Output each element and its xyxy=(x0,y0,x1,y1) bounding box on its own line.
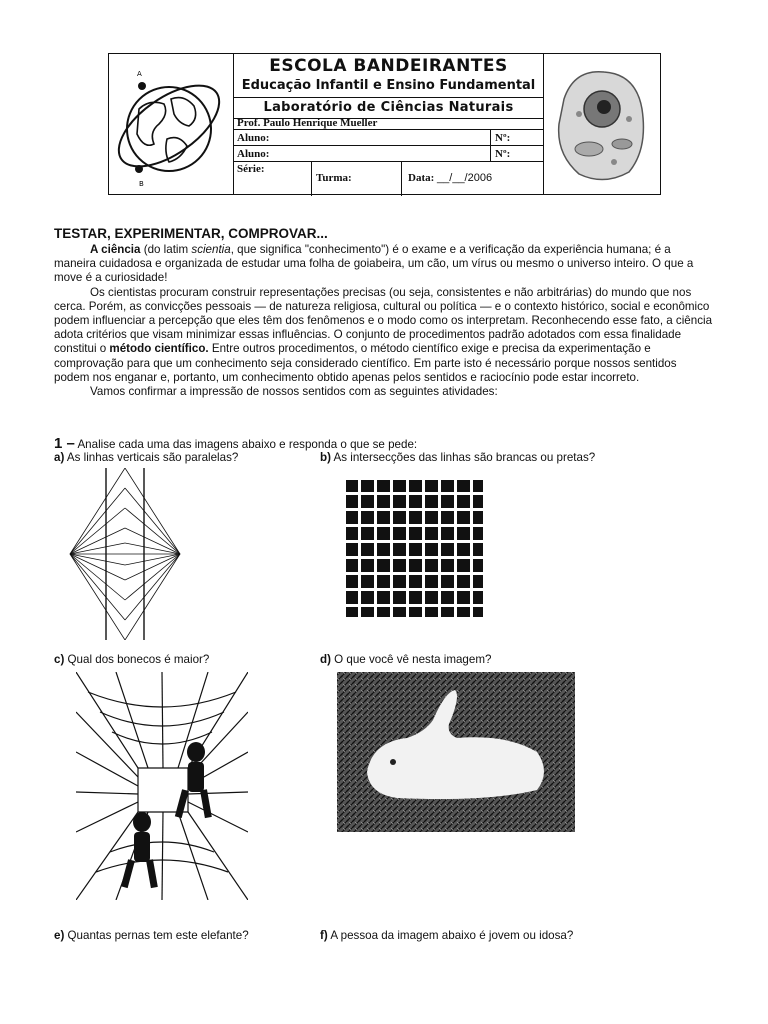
question-number: 1 – xyxy=(54,435,75,452)
corridor-illusion xyxy=(76,672,248,900)
serie-row xyxy=(234,162,543,196)
turma-field[interactable]: Turma: xyxy=(312,162,402,196)
question-text: Analise cada uma das imagens abaixo e responda o que se pede: xyxy=(74,438,418,451)
item-a xyxy=(54,451,238,464)
item-c xyxy=(54,653,209,666)
paragraph-3: Vamos confirmar a impressão de nossos sentidos com as seguintes atividades: xyxy=(90,385,498,399)
grid-illusion xyxy=(346,480,483,617)
header-center xyxy=(234,54,543,194)
p2-text-a: Os cientistas procuram construir representações precisas (ou seja, consistentes e não arbitrárias) do mundo que nos cerca. Porém, as convicções pessoais — de natureza religiosa, cultural ou política — e o contexto histórico, social e econômico podem influenciar a percepção que eles têm dos fenômenos e o modo como os interpretam. Reconhecendo esse fato, a ciência adota critérios que visam minimizar essas influências. O conjunto de procedimentos padrão adotados com essa finalidade constitui o xyxy=(54,285,713,356)
p1-text-a: (do latim xyxy=(140,243,192,256)
item-b-text: As intersecções das linhas são brancas ou pretas? xyxy=(330,451,596,464)
item-a-text: As linhas verticais são paralelas? xyxy=(64,451,239,464)
cell-icon xyxy=(544,54,659,194)
lab-title: Laboratório de Ciências Naturais xyxy=(234,97,543,119)
item-f-label: f) xyxy=(320,929,328,942)
item-a-label: a) xyxy=(54,451,65,464)
svg-text:A: A xyxy=(137,70,142,78)
school-subtitle: Educação Infantil e Ensino Fundamental xyxy=(241,78,536,93)
aluno-row-2[interactable] xyxy=(234,146,543,162)
data-value: __/__/2006 xyxy=(437,172,493,184)
item-e xyxy=(54,929,249,942)
item-e-label: e) xyxy=(54,929,65,942)
item-d xyxy=(320,653,491,666)
item-f-text: A pessoa da imagem abaixo é jovem ou idosa? xyxy=(327,929,574,942)
school-header xyxy=(108,53,661,195)
latin-term: scientia xyxy=(191,243,231,256)
numero-field[interactable]: Nº: xyxy=(490,130,510,145)
professor-row xyxy=(234,117,543,130)
science-term: A ciência xyxy=(90,243,141,256)
numero-field[interactable]: Nº: xyxy=(490,146,510,161)
question-1 xyxy=(54,435,417,452)
data-field[interactable] xyxy=(402,162,543,196)
aluno-row-1[interactable] xyxy=(234,130,543,146)
p2-text-b: Entre outros procedimentos, o método científico exige e precisa da experimentação e comprovação para que um conhecimento seja considerado científico. Em parte isto é necessário porque nossos sentidos podem nos enganar e, portanto, um conhecimento obtido apenas pelos sentidos e raciocínio pode estar incorreto. xyxy=(54,342,677,384)
parallel-lines-illusion xyxy=(66,468,184,640)
globe-logo xyxy=(109,54,234,194)
item-d-label: d) xyxy=(320,653,331,666)
rabbit-illusion xyxy=(337,672,575,832)
item-b xyxy=(320,451,595,464)
professor-name: Prof. Paulo Henrique Mueller xyxy=(237,117,378,129)
paragraph-1 xyxy=(54,243,714,286)
page-title: TESTAR, EXPERIMENTAR, COMPROVAR... xyxy=(54,226,328,241)
item-b-label: b) xyxy=(320,451,331,464)
svg-text:B: B xyxy=(139,180,144,188)
aluno-label: Aluno: xyxy=(237,148,270,160)
data-label: Data: xyxy=(408,172,435,184)
item-c-text: Qual dos bonecos é maior? xyxy=(64,653,210,666)
aluno-label: Aluno: xyxy=(237,132,270,144)
school-name: ESCOLA BANDEIRANTES xyxy=(269,56,508,76)
item-d-text: O que você vê nesta imagem? xyxy=(330,653,492,666)
scientific-method-term: método científico. xyxy=(109,342,209,356)
serie-field[interactable]: Série: xyxy=(234,162,312,196)
item-f xyxy=(320,929,573,942)
paragraph-2 xyxy=(54,286,714,385)
item-e-text: Quantas pernas tem este elefante? xyxy=(64,929,249,942)
p1-text-b: , que significa "conhecimento") é o exame e a verificação da experiência humana; é a maneira cuidadosa e organizada de estudar uma folha de goiabeira, um cão, um vírus ou mesmo o universo inteiro. O que a move é a curiosidade! xyxy=(54,243,694,285)
intro-text xyxy=(54,243,714,399)
globe-orbit-icon xyxy=(109,54,231,194)
item-c-label: c) xyxy=(54,653,65,666)
cell-logo xyxy=(543,54,660,194)
